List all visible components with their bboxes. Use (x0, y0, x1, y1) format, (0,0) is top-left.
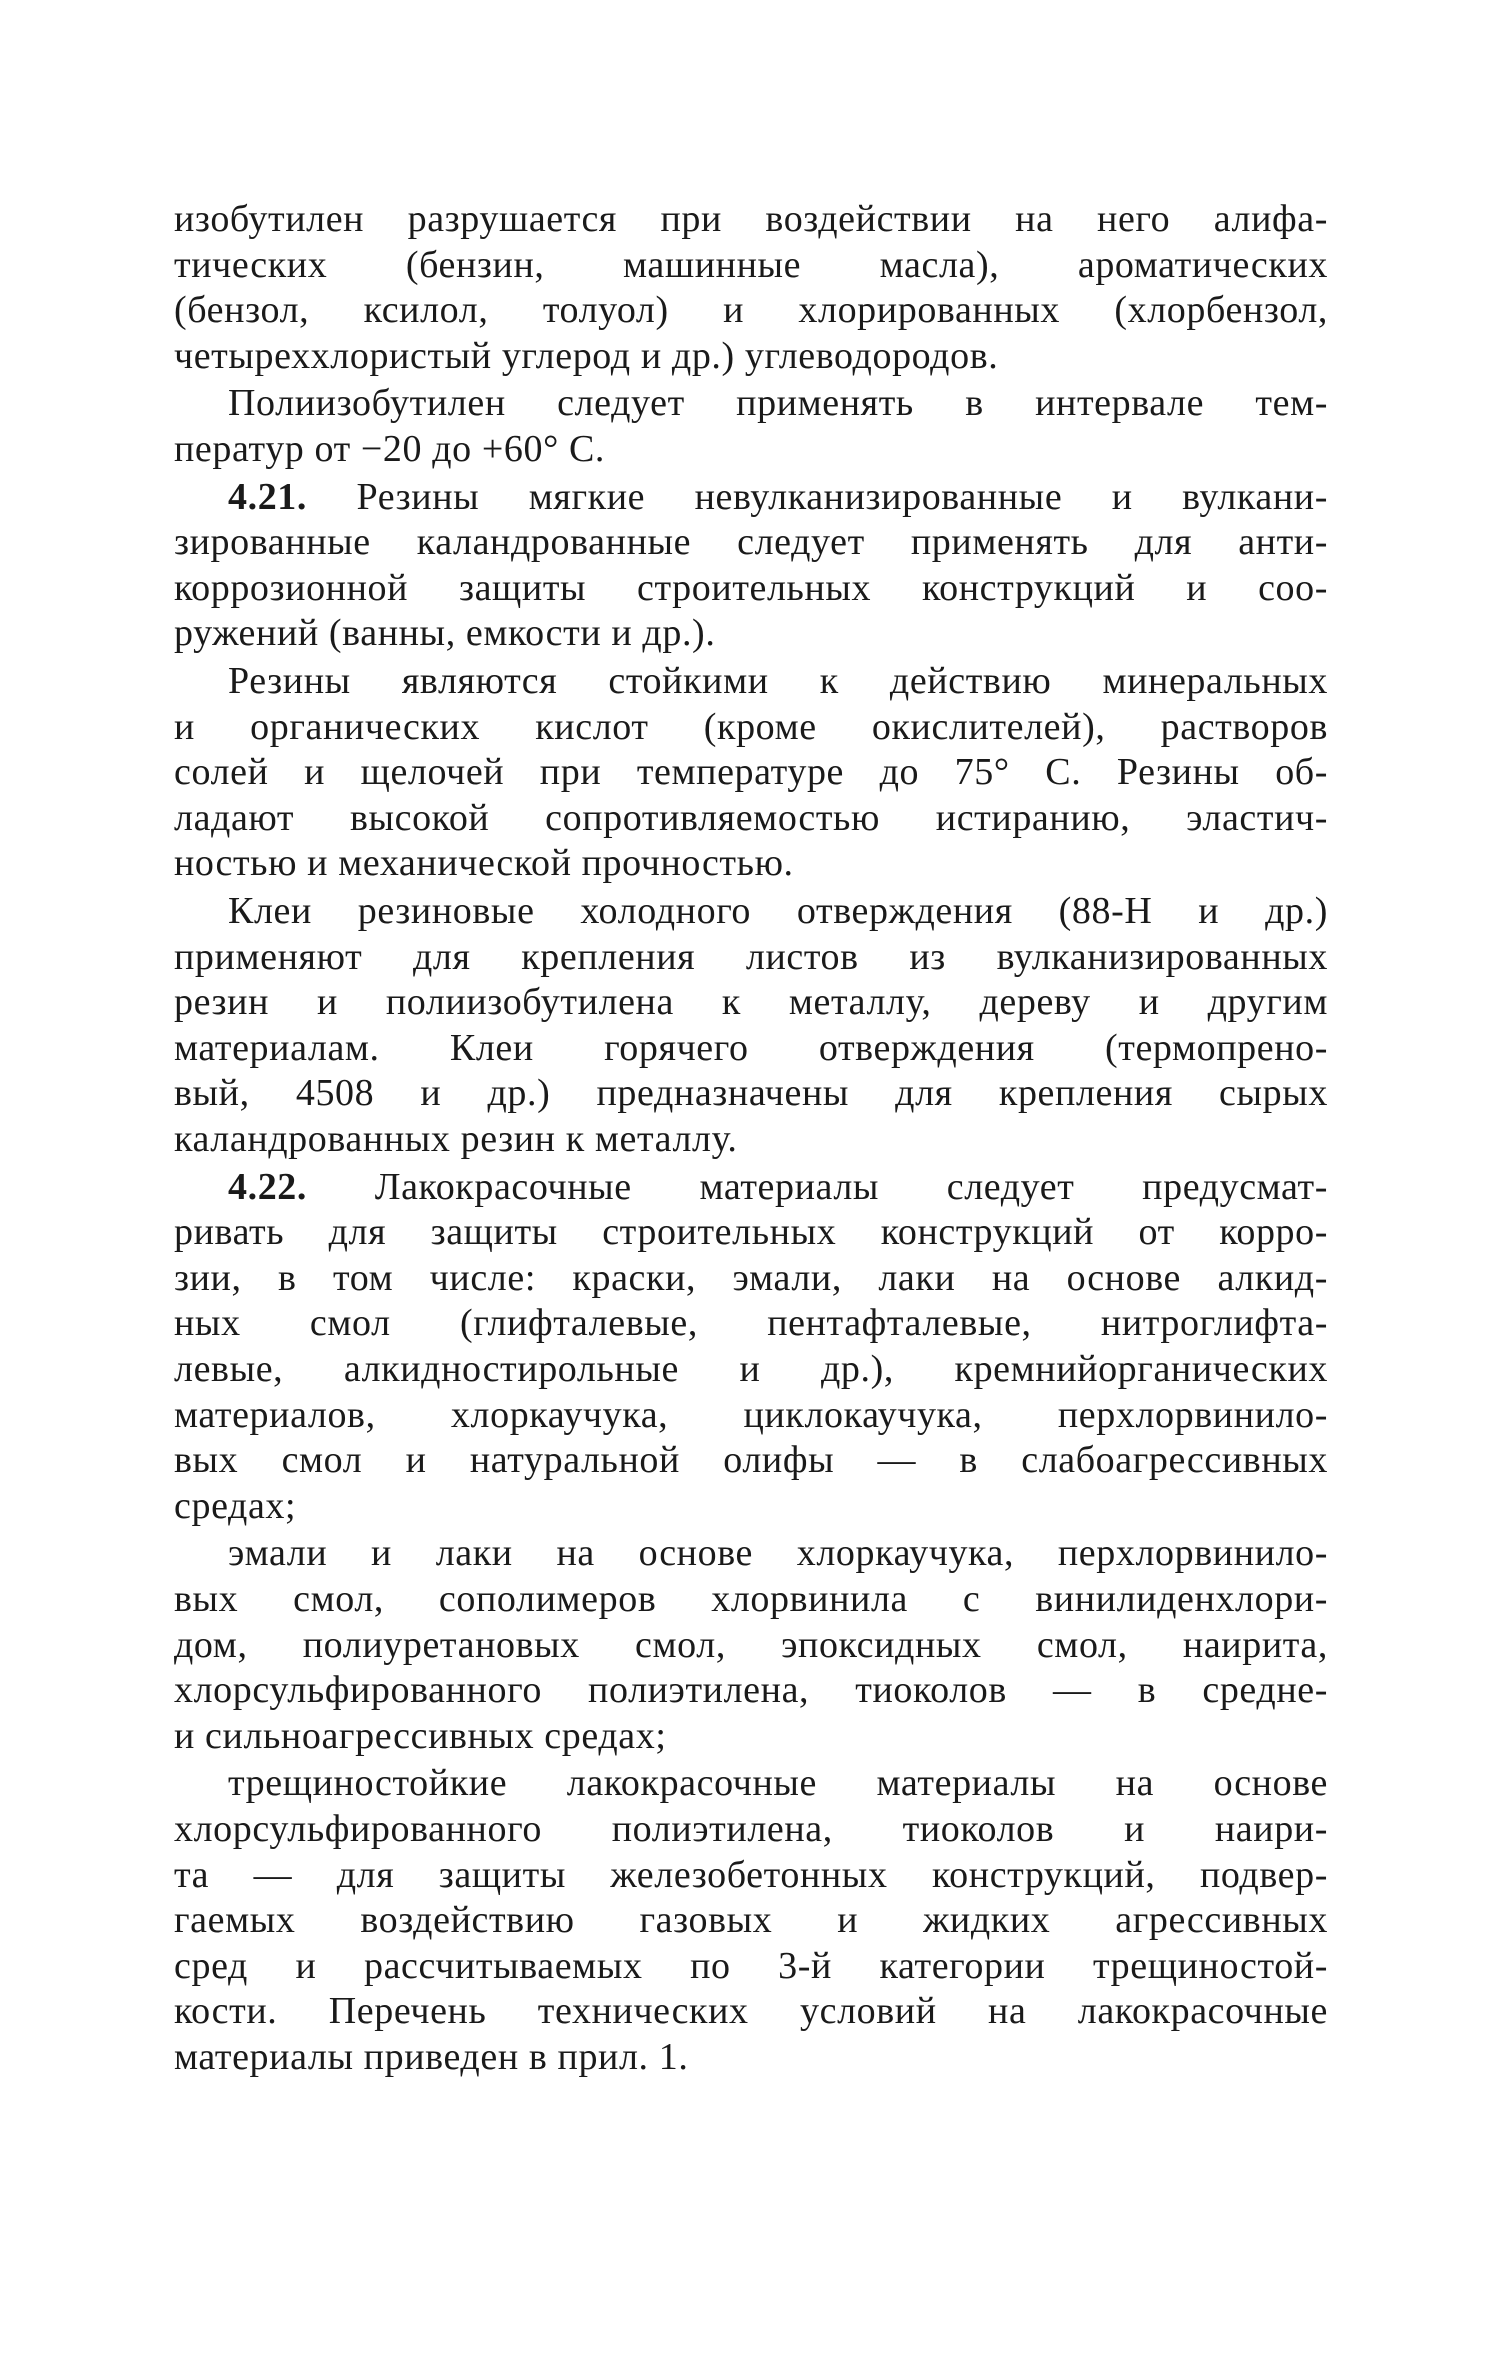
text-line: та — для защиты железобетонных конструкций, подвер- (174, 1853, 1328, 1896)
text-line: ладают высокой сопротивляемостью истиранию, эластич- (174, 796, 1328, 839)
text-line: материалов, хлоркаучука, циклокаучука, перхлорвинило- (174, 1393, 1328, 1436)
text-line: левые, алкидностирольные и др.), кремнийорганических (174, 1348, 1328, 1390)
text-line: Резины являются стойкими к действию минеральных (228, 660, 1328, 702)
section-number: 4.21. (228, 475, 307, 518)
text-fragment: Резины мягкие невулканизированные и вулкани- (356, 475, 1328, 518)
text-line: коррозионной защиты строительных конструкций и соо- (174, 566, 1328, 609)
text-line: гаемых воздействию газовых и жидких агрессивных (174, 1899, 1328, 1942)
text-line: ностью и механической прочностью. (174, 842, 794, 885)
text-line: вых смол и натуральной олифы — в слабоагрессивных (174, 1439, 1328, 1482)
text-line: ружений (ванны, емкости и др.). (174, 612, 716, 655)
text-line: сред и рассчитываемых по 3-й категории трещиностой- (174, 1944, 1328, 1987)
text-line: ных смол (глифталевые, пентафталевые, нитроглифта- (174, 1302, 1328, 1345)
text-line: хлорсульфированного полиэтилена, тиоколов и наири- (174, 1808, 1328, 1850)
text-line: материалам. Клеи горячего отверждения (термопрено- (174, 1026, 1328, 1069)
text-line: солей и щелочей при температуре до 75° С. Резины об- (174, 751, 1328, 794)
text-line: изобутилен разрушается при воздействии на него алифа- (174, 198, 1328, 240)
paragraph-4-22-first-line (228, 1164, 1328, 1210)
text-line: материалы приведен в прил. 1. (174, 2036, 689, 2078)
text-line: и органических кислот (кроме окислителей), растворов (174, 705, 1328, 748)
text-line: эмали и лаки на основе хлоркаучука, перхлорвинило- (228, 1532, 1328, 1575)
text-line: и сильноагрессивных средах; (174, 1714, 667, 1757)
text-line: кости. Перечень технических условий на лакокрасочные (174, 1990, 1328, 2033)
section-number: 4.22. (228, 1165, 307, 1208)
text-line: резин и полиизобутилена к металлу, дереву и другим (174, 981, 1328, 1024)
text-line: вый, 4508 и др.) предназначены для крепления сырых (174, 1072, 1328, 1115)
text-line: ривать для защиты строительных конструкций от корро- (174, 1211, 1328, 1254)
text-fragment: Лакокрасочные материалы следует предусмат- (374, 1165, 1328, 1208)
text-line: Полиизобутилен следует применять в интервале тем- (228, 382, 1328, 425)
paragraph-4-21-first-line (228, 474, 1328, 520)
text-line: зированные каландрованные следует применять для анти- (174, 521, 1328, 564)
text-line: дом, полиуретановых смол, эпоксидных смол, наирита, (174, 1623, 1328, 1666)
text-line: тических (бензин, машинные масла), ароматических (174, 243, 1328, 286)
text-line: средах; (174, 1484, 297, 1527)
text-line: (бензол, ксилол, толуол) и хлорированных (хлорбензол, (174, 289, 1328, 332)
text-line: хлорсульфированного полиэтилена, тиоколов — в средне- (174, 1669, 1328, 1712)
text-line: четыреххлористый углерод и др.) углеводородов. (174, 334, 999, 377)
text-line: трещиностойкие лакокрасочные материалы на основе (228, 1762, 1328, 1805)
text-line: зии, в том числе: краски, эмали, лаки на основе алкид- (174, 1256, 1328, 1299)
text-line: применяют для крепления листов из вулканизированных (174, 935, 1328, 978)
text-line: ператур от −20 до +60° С. (174, 428, 606, 470)
text-line: вых смол, сополимеров хлорвинила с винилиденхлори- (174, 1578, 1328, 1620)
page-text (174, 196, 1328, 2316)
text-line: Клеи резиновые холодного отверждения (88-Н и др.) (228, 890, 1328, 932)
text-line: каландрованных резин к металлу. (174, 1118, 738, 1160)
